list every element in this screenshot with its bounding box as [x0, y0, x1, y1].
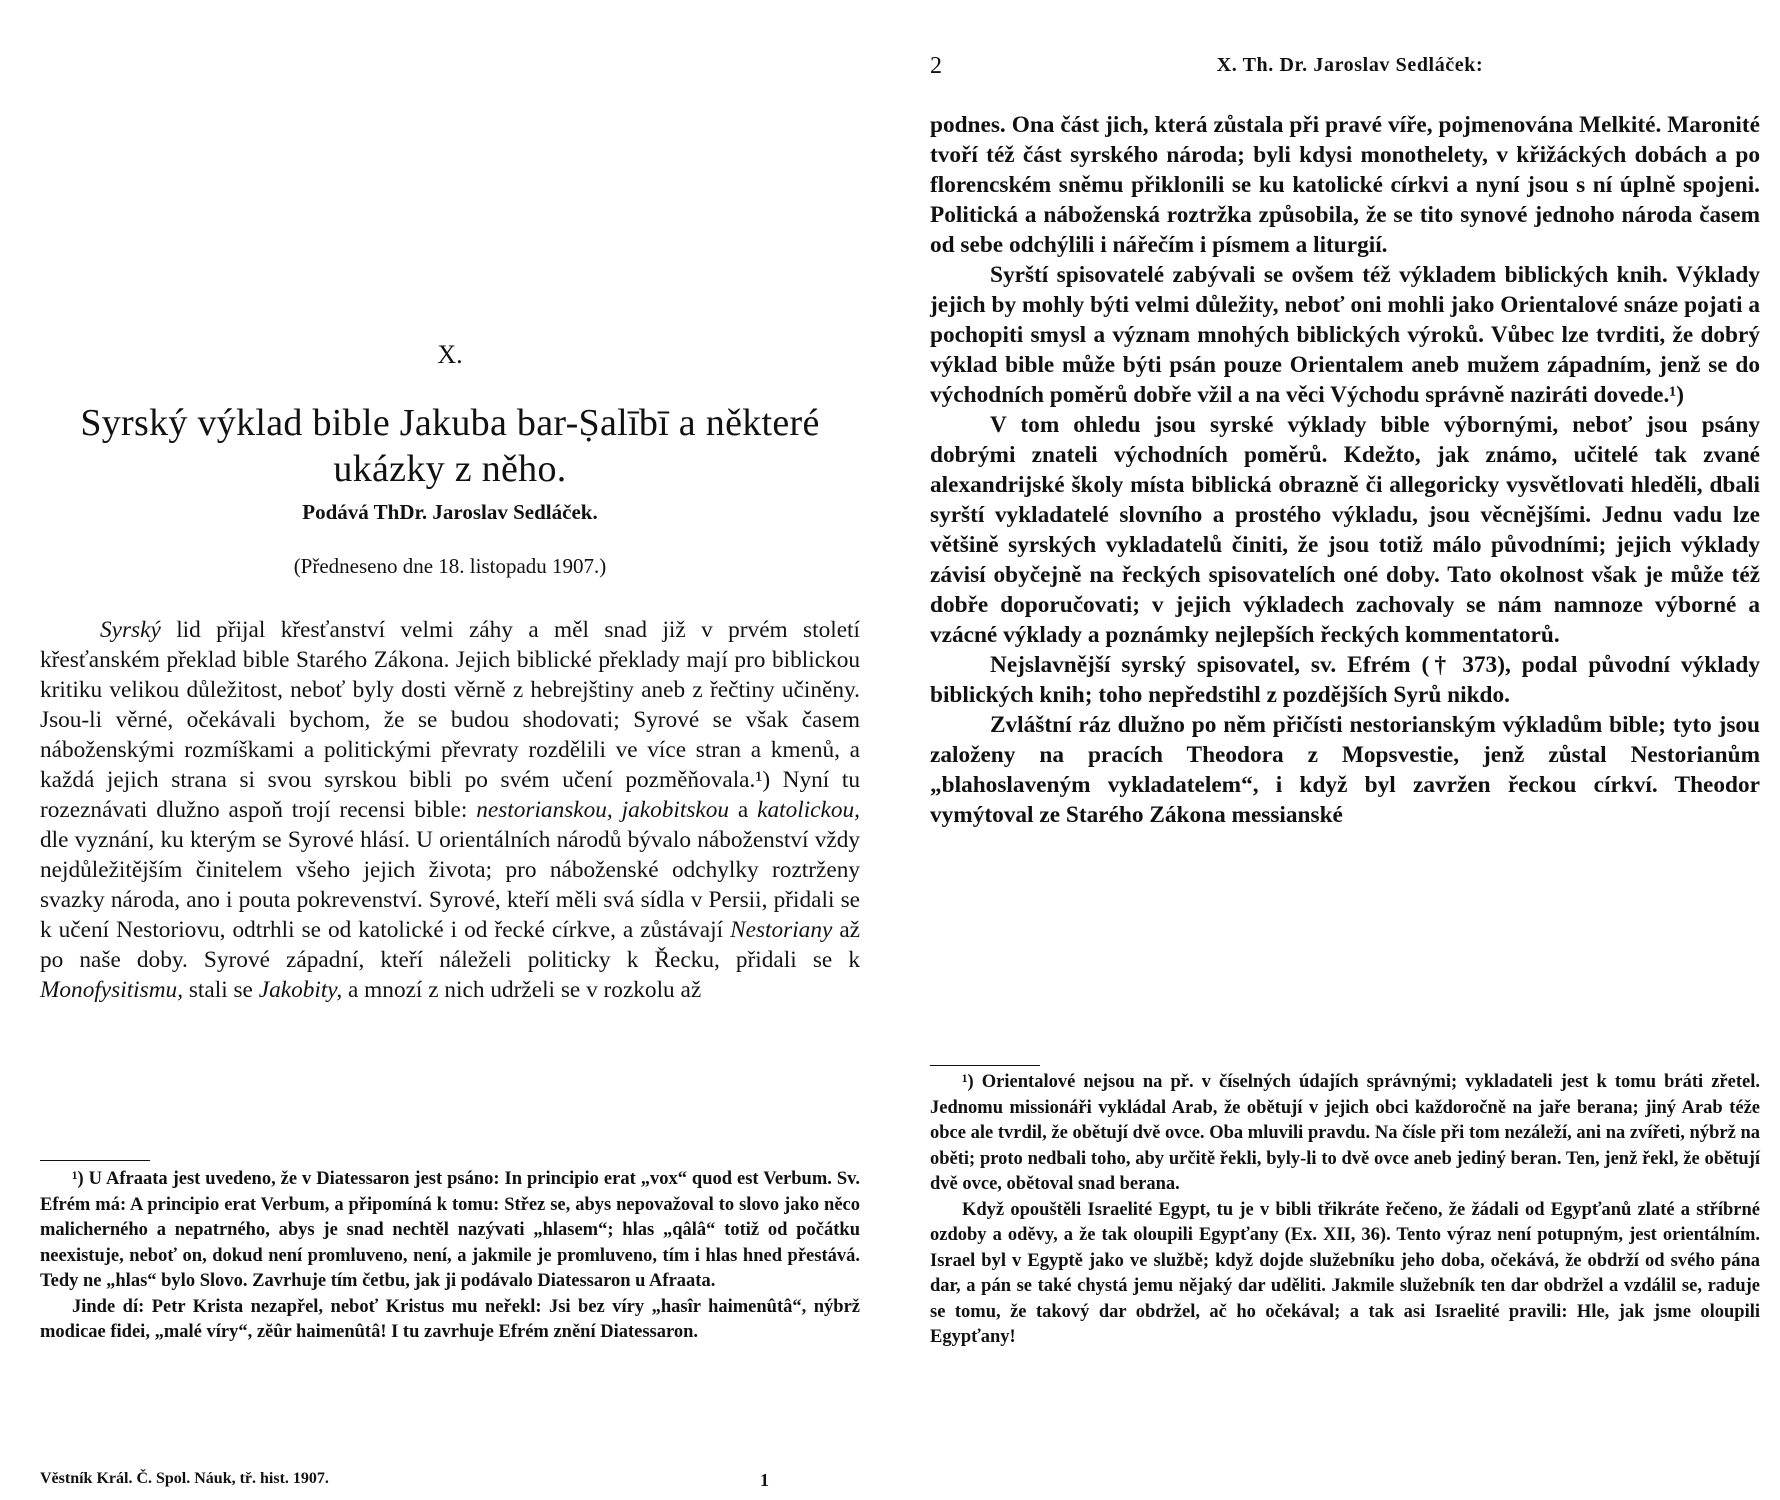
- running-head: X. Th. Dr. Jaroslav Sedláček:: [1216, 54, 1484, 76]
- right-footnotes: [930, 1070, 1760, 1351]
- article-title: Syrský výklad bible Jakuba bar-Ṣalībī a některé ukázky z něho.: [80, 402, 820, 490]
- footnote-rule: [930, 1065, 1040, 1066]
- footnote: ¹) U Afraata jest uvedeno, že v Diatessaron jest psáno: In principio erat „vox“ quod est Verbum. Sv. Efrém má: A principio erat Verbum, a připomíná k tomu: Střez se, abys nepovažoval to slovo jako něco malicherného a nepatrného, abys je snad nechtěl nazývati „hlasem“; hlas „qâlâ“ totiž od počátku neexistuje, neboť on, dokud není promluveno, není, a jakmile je promluveno, tím i hlas hned přestává. Tedy ne „hlas“ bylo Slovo. Zavrhuje tím četbu, jak ji podávalo Diatessaron u Afraata.: [40, 1169, 860, 1291]
- chapter-number: X.: [437, 340, 463, 369]
- page-number: 1: [760, 1470, 769, 1490]
- right-body-text: [930, 110, 1760, 830]
- italic-term: katolickou,: [757, 797, 860, 823]
- italic-term: Nestoriany: [730, 917, 833, 943]
- italic-term: Syrský: [100, 617, 161, 643]
- paragraph-text: a mnozí z nich udrželi se v rozkolu až: [342, 977, 702, 1003]
- paragraph: [40, 615, 860, 1005]
- paragraph-text: stali se: [183, 977, 259, 1003]
- italic-term: nestorianskou, jakobitskou: [476, 797, 730, 823]
- left-page: [40, 0, 860, 1500]
- paragraph: Syrští spisovatelé zabývali se ovšem též výkladem biblických knih. Výklady jejich by mohly býti velmi důležity, neboť oni mohli jako Orientalové snáze pojati a pochopiti smysl a význam mnohých biblických výroků. Vůbec lze tvrditi, že dobrý výklad bible může býti psán pouze Orientalem aneb mužem západním, jenž se do východních poměrů dobře vžil a na věci Východu správně naziráti dovede.¹): [930, 262, 1760, 408]
- presented-date: (Předneseno dne 18. listopadu 1907.): [293, 554, 607, 578]
- page-number: 2: [930, 53, 942, 79]
- footnote-rule: [40, 1160, 150, 1161]
- byline: Podává ThDr. Jaroslav Sedláček.: [302, 500, 598, 524]
- paragraph: V tom ohledu jsou syrské výklady bible výbornými, neboť jsou psány dobrými znateli východních poměrů. Kdežto, jak známo, učitelé tak zvané alexandrijské školy místa biblická obrazně či allegoricky vysvětlovati hleděli, dbali syrští vykladatelé slovního a prostého výkladu, jsou věcnějšími. Jednu vadu lze většině syrských vykladatelů činiti, že jsou totiž málo původními; jejich výklady závisí obyčejně na řeckých spisovatelích oné doby. Tato okolnost však je může též dobře doporučovati; v jejich výkladech zachovaly se nám namnoze výborné a vzácné výklady a poznámky nejlepších řeckých kommentatorů.: [930, 412, 1760, 648]
- right-page: [930, 0, 1760, 1500]
- italic-term: Jakobity,: [258, 977, 343, 1003]
- journal-footer: Věstník Král. Č. Spol. Náuk, tř. hist. 1907.: [40, 1470, 329, 1487]
- left-footnotes: [40, 1167, 860, 1346]
- italic-term: Monofysitismu,: [40, 977, 184, 1003]
- left-body-text: [40, 615, 860, 1005]
- paragraph: podnes. Ona část jich, která zůstala při pravé víře, pojmenována Melkité. Maronité tvoří též část syrského národa; byli kdysi monothelety, v křižáckých dobách a po florencském sněmu přiklonili se ku katolické církvi a nyní jsou s ní úplně spojeni. Politická a náboženská roztržka způsobila, že se tito synové jednoho národa časem od sebe odchýlili i nářečím i písmem a liturgií.: [930, 112, 1760, 258]
- paragraph: Zvláštní ráz dlužno po něm přičísti nestorianským výkladům bible; tyto jsou založeny na pracích Theodora z Mopsvestie, jenž zůstal Nestorianům „blahoslaveným vykladatelem“, i když byl zavržen řeckou církví. Theodor vymýtoval ze Starého Zákona messianské: [930, 712, 1760, 828]
- footnote: ¹) Orientalové nejsou na př. v číselných údajích správnými; vykladateli jest k tomu bráti zřetel. Jednomu missionáři vykládal Arab, že obětují v jejich obci každoročně na jaře berana; jiný Arab téže obce ale tvrdil, že obětují dvě ovce. Oba mluvili pravdu. Na čísle při tom nezáleží, ani na zvířeti, nýbrž na oběti; proto nedbali toho, aby určitě řekli, byly-li to dvě ovce aneb jediný beran. Ten, jenž řekl, že obětují dvě ovce, obětoval snad berana.: [930, 1072, 1760, 1194]
- footnote: Jinde dí: Petr Krista nezapřel, neboť Kristus mu neřekl: Jsi bez víry „hasîr haimenûtâ“, nýbrž modicae fidei, „malé víry“, zĕûr haimenûtâ! I tu zavrhuje Efrém znění Diatessaron.: [40, 1296, 860, 1342]
- paragraph-text: dle vyznání, ku kterým se Syrové hlásí. U orientálních národů bývalo náboženství vždy nejdůležitějším činitelem všeho jejich života; pro náboženské odchylky roztrženy svazky národa, ano i pouta pokrevenství. Syrové, kteří měli svá sídla v Persii, přidali se k učení Nestoriovu, odtrhli se od katolické i od řecké církve, a zůstávají: [40, 827, 860, 943]
- paragraph-text: až po naše doby. Syrové západní, kteří náleželi politicky k Řecku, přidali se k: [40, 917, 860, 973]
- paragraph-text: a: [729, 797, 758, 823]
- footnote: Když opouštěli Israelité Egypt, tu je v bibli třikráte řečeno, že žádali od Egypťanů zlaté a stříbrné ozdoby a oděvy, a že tak oloupili Egypťany (Ex. XII, 36). Tento výraz není potupným, jest orientálním. Israel byl v Egyptě jako ve službě; když dojde služebníku jeho doba, očekává, že obdrží od svého pána dar, a pán se také chystá jemu nějaký dar uděliti. Jakmile služebník ten dar obdržel a vzdálil se, raduje se tomu, že takový dar obdržel, ač ho očekával; a tak asi Israelité pravili: Hle, jak jsme oloupili Egypťany!: [930, 1199, 1760, 1347]
- paragraph-text: lid přijal křesťanství velmi záhy a měl snad již v prvém století křesťanském překlad bible Starého Zákona. Jejich biblické překlady mají pro biblickou kritiku velikou důležitost, neboť byly dosti věrně z hebrejštiny aneb z řečtiny učiněny. Jsou-li věrné, očekávali bychom, že se budou shodovati; Syrové se však časem náboženskými rozmíškami a politickými převraty rozdělili ve více stran a kmenů, a každá jejich strana si svou syrskou bibli po svém učení pozměňovala.¹) Nyní tu rozeznávati dlužno aspoň trojí recensi bible:: [40, 617, 860, 823]
- paragraph: Nejslavnější syrský spisovatel, sv. Efrém († 373), podal původní výklady biblických knih; toho nepředstihl z pozdějších Syrů nikdo.: [930, 652, 1760, 708]
